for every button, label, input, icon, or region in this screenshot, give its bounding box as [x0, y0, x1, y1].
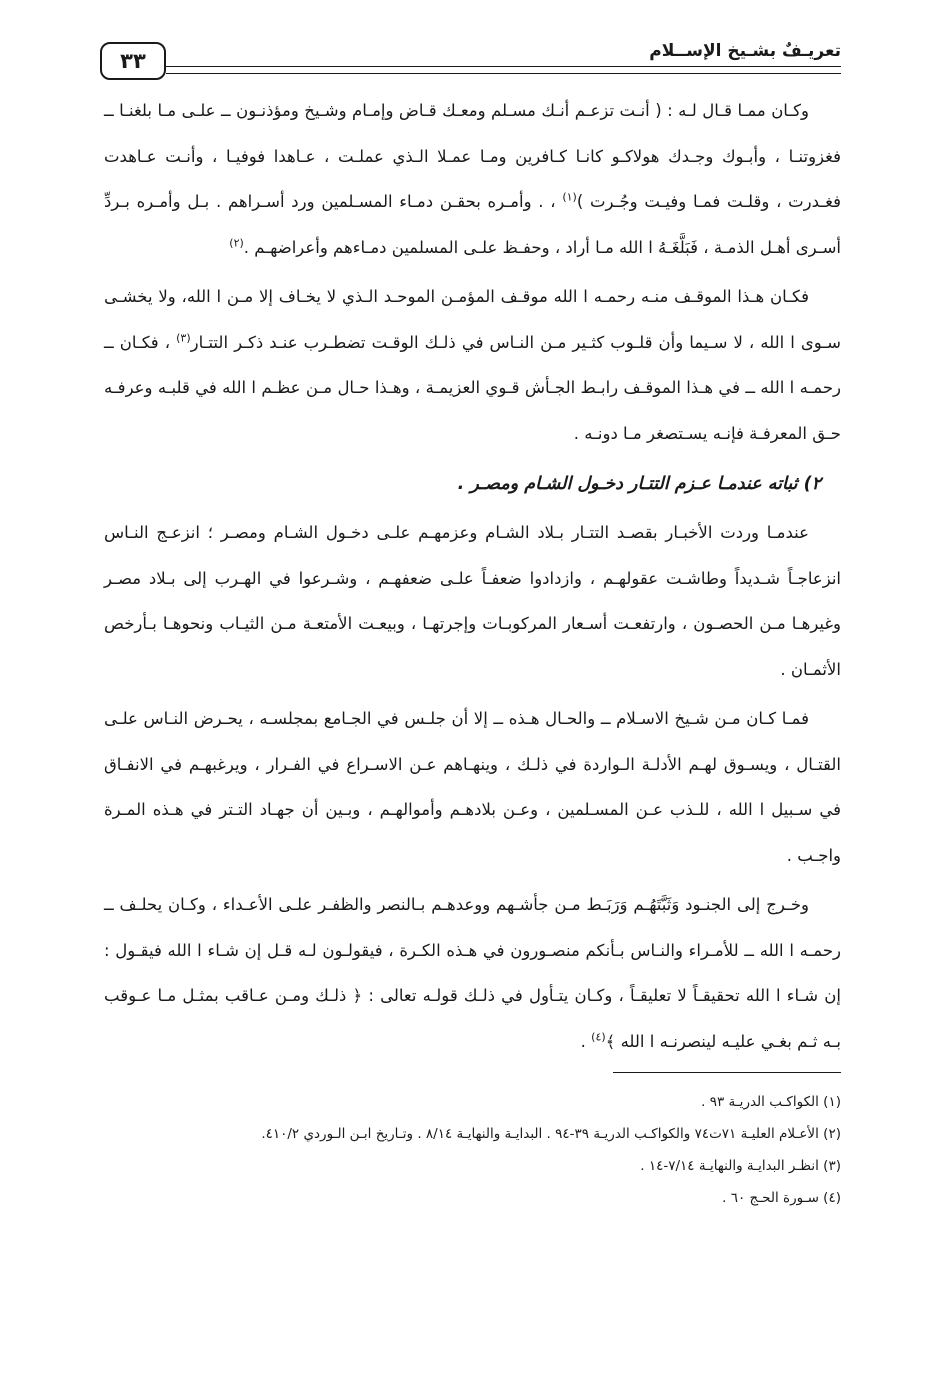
paragraph-1-text-b: ، . وأمـره بحقـن دمـاء المسـلمين ورد أسـراهم . بـل وأمـره بـردِّ أسـرى أهـل الذمـة ، فَبَلَّغَـهُ ا الله مـا أراد ، وحفـظ علـى المسلمين دمـاءهم وأعراضهـم . — [104, 192, 841, 257]
section-heading: ٢) ثباته عندمـا عـزم التتـار دخـول الشـام ومصـر . — [457, 474, 821, 494]
paragraph-4 — [104, 696, 841, 878]
footnote-4: (٤) سـورة الحـج ٦٠ . — [722, 1190, 841, 1206]
paragraph-5-text-b: . — [580, 1031, 592, 1051]
footnote-1: (١) الكواكـب الدريـة ٩٣ . — [701, 1094, 841, 1110]
footnote-separator — [613, 1072, 841, 1073]
footnote-3: (٣) انظـر البدايـة والنهايـة ٧/١٤-١٤ . — [640, 1158, 841, 1174]
footnote-2: (٢) الأعـلام العليـة ٧١ت٧٤ والكواكـب الدريـة ٣٩-٩٤ . البدايـة والنهايـة ٨/١٤ . وتـاريخ ابـن الـوردي ٤١٠/٢. — [261, 1126, 841, 1142]
paragraph-5 — [104, 882, 841, 1064]
footnote-ref-2[interactable]: (٢) — [229, 236, 244, 249]
paragraph-4-text: فمـا كـان مـن شـيخ الاسـلام ــ والحـال هـذه ــ إلا أن جلـس في الجـامع بمجلسـه ، يحـرض النـاس علـى القتـال ، ويسـوق لهـم الأدلـة الـواردة في ذلـك ، وينهـاهم عـن الاسـراع في الفـرار ، ويرغبهـم في الانفـاق في سـبيل ا الله ، للـذب عـن المسـلمين ، وعـن بلادهـم وأموالهـم ، وبـين أن جهـاد التـتر في هـذه المـرة واجـب . — [104, 709, 841, 865]
paragraph-2 — [104, 274, 841, 456]
page-number-badge: ٣٣ — [100, 42, 166, 80]
paragraph-5-text-a: وخـرج إلى الجنـود وَثَبَّتَهُـم وَرَبَـط مـن جأشـهم ووعدهـم بـالنصر والظفـر علـى الأعـداء ، وكـان يحلـف ــ رحمـه ا الله ــ للأمـراء والنـاس بـأنكم منصـورون في هـذه الكـرة ، فيقولـون لـه قـل إن شـاء ا الله فيقـول : إن شـاء ا الله تحقيقـاً لا تعليقـاً ، وكـان يتـأول في ذلـك قولـه تعالى : ﴿ ذلـك ومـن عـاقب بمثـل مـا عـوقب بـه ثـم بغـي عليـه لينصرنـه ا الله ﴾ — [104, 895, 841, 1051]
running-header — [100, 38, 841, 84]
paragraph-1-text-a: وكـان ممـا قـال لـه : ( أنـت تزعـم أنـك مسـلم ومعـك قـاض وإمـام وشـيخ ومؤذنـون ــ علـى مـا بلغنـا ــ فغزوتنـا ، وأبـوك وجـدك هولاكـو كانـا كـافرين ومـا عمـلا الـذي عملـت ، عـاهدا فوفيـا ، وأنـت عـاهدت فغـدرت ، وقلـت فمـا وفيـت وجُـرت ) — [104, 101, 841, 211]
paragraph-3 — [104, 510, 841, 692]
header-title: تعريـفٌ بشـيخ الإســلام — [649, 41, 841, 61]
header-rule-upper — [166, 66, 841, 67]
footnote-ref-1[interactable]: (١) — [562, 190, 577, 204]
paragraph-3-text: عندمـا وردت الأخبـار بقصـد التتـار بـلاد الشـام وعزمهـم علـى دخـول الشـام ومصـر ؛ انزعـج النـاس انزعاجـاً شـديداً وطاشـت عقولهـم ، وازدادوا ضعفـاً علـى ضعفهـم ، وشـرعوا في الهـرب إلى بـلاد مصـر وغيرهـا مـن الحصـون ، وارتفعـت أسـعار المركوبـات وإجرتهـا ، وبيعـت الأمتعـة مـن الثيـاب ونحوهـا بـأرخص الأثمـان . — [104, 523, 841, 679]
footnote-ref-4[interactable]: (٤) — [591, 1030, 606, 1043]
paragraph-2-text-b: ، فكـان ــ رحمـه ا الله ــ في هـذا الموقـف رابـط الجـأش قـوي العزيمـة ، وهـذا حـال مـن عظـم ا الله في قلبـه وعرفـه حـق المعرفـة فإنـه يسـتصغر مـا دونـه . — [104, 332, 841, 443]
paragraph-1 — [104, 88, 841, 270]
paragraph-2-text-a: فكـان هـذا الموقـف منـه رحمـه ا الله موقـف المؤمـن الموحـد الـذي لا يخـاف إلا مـن ا الله، ولا يخشـى سـوى ا الله ، لا سـيما وأن قلـوب كثـير مـن النـاس في ذلـك الوقـت تضطـرب عنـد ذكـر التتـار — [104, 287, 841, 352]
footnotes — [104, 1086, 841, 1214]
header-rule-lower — [166, 73, 841, 74]
main-text — [104, 88, 841, 1068]
footnote-ref-3[interactable]: (٣) — [176, 331, 191, 344]
